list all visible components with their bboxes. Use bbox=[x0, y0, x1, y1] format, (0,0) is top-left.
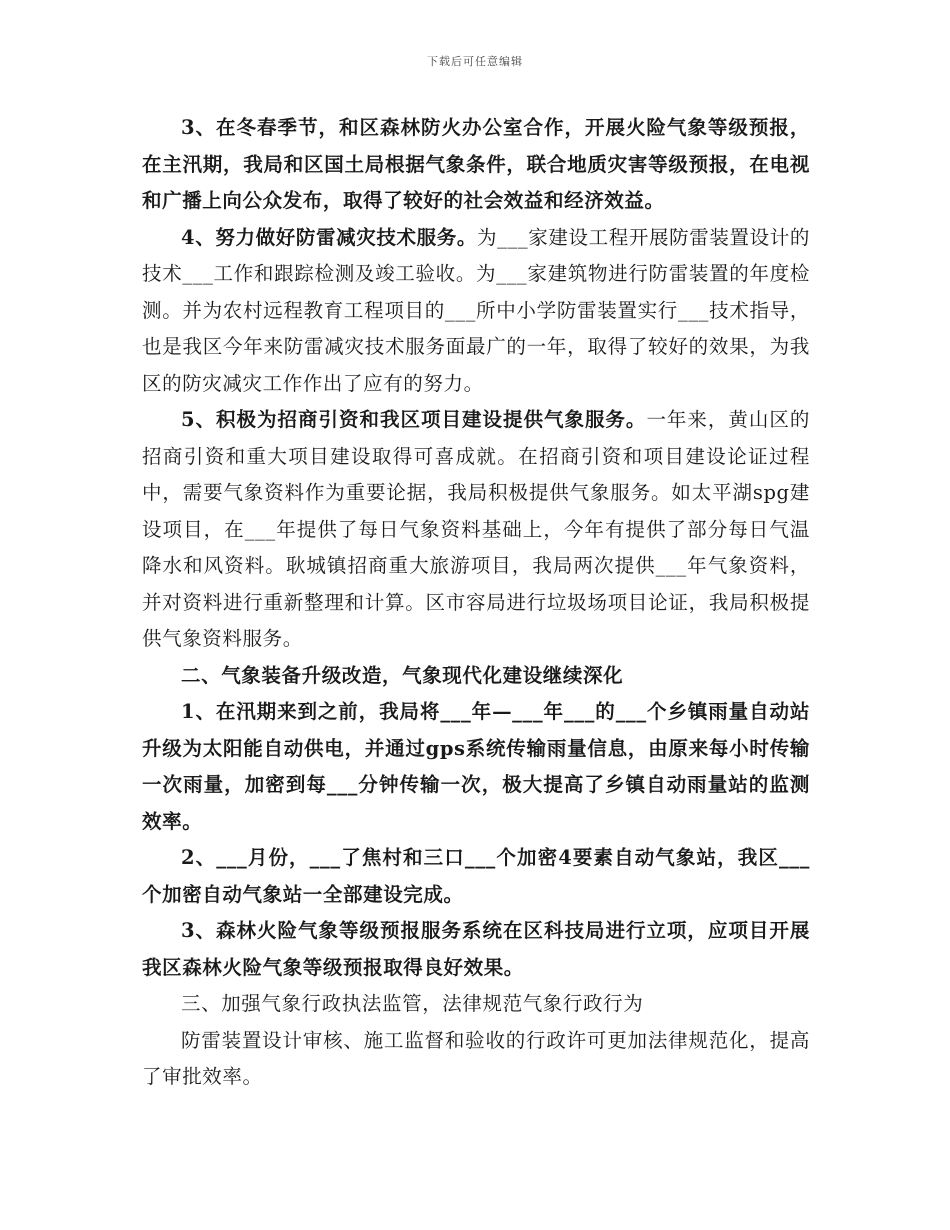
paragraph-text: 一年来，黄山区的招商引资和重大项目建设取得可喜成就。在招商引资和项目建设论证过程中，需要气象资料作为重要论据，我局积极提供气象服务。如太平湖spg建设项目，在___年提供了每日气象资料基础上，今年有提供了部分每日气温降水和风资料。耿城镇招商重大旅游项目，我局两次提供___年气象资料，并对资料进行重新整理和计算。区市容局进行垃圾场项目论证，我局积极提供气象资料服务。 bbox=[142, 408, 810, 650]
paragraph-rain-gauge-upgrade bbox=[142, 694, 810, 840]
paragraph-investment-service bbox=[142, 402, 810, 658]
section-heading-text: 三、加强气象行政执法监管，法律规范气象行政行为 bbox=[181, 992, 644, 1015]
page-header: 下载后可任意编辑 bbox=[427, 55, 523, 68]
paragraph-forest-fire-system bbox=[142, 913, 810, 986]
section-heading-law-enforcement bbox=[142, 986, 810, 1023]
paragraph-heading-inline: 5、积极为招商引资和我区项目建设提供气象服务。 bbox=[181, 408, 647, 431]
paragraph-text: 为___家建设工程开展防雷装置设计的技术___工作和跟踪检测及竣工验收。为___家建筑物进行防雷装置的年度检测。并为农村远程教育工程项目的___所中小学防雷装置实行___技术指导，也是我区今年来防雷减灾技术服务面最广的一年，取得了较好的效果，为我区的防灾减灾工作作出了应有的努力。 bbox=[142, 225, 810, 395]
paragraph-weather-station bbox=[142, 840, 810, 913]
paragraph-bold-text: 3、森林火险气象等级预报服务系统在区科技局进行立项，应项目开展我区森林火险气象等级预报取得良好效果。 bbox=[142, 919, 810, 979]
paragraph-bold-text: 3、在冬春季节，和区森林防火办公室合作，开展火险气象等级预报，在主汛期，我局和区国土局根据气象条件，联合地质灾害等级预报，在电视和广播上向公众发布，取得了较好的社会效益和经济效益。 bbox=[142, 116, 810, 212]
paragraph-forest-fire-forecast bbox=[142, 110, 810, 220]
section-heading-text: 二、气象装备升级改造，气象现代化建设继续深化 bbox=[181, 663, 624, 687]
paragraph-bold-text: 2、___月份，___了焦村和三口___个加密4要素自动气象站，我区___个加密自动气象站一全部建设完成。 bbox=[142, 846, 810, 906]
paragraph-administrative-permit bbox=[142, 1023, 810, 1096]
document-body bbox=[142, 110, 810, 1096]
paragraph-heading-inline: 4、努力做好防雷减灾技术服务。 bbox=[181, 225, 477, 249]
paragraph-lightning-protection bbox=[142, 220, 810, 403]
paragraph-bold-text: 1、在汛期来到之前，我局将___年—___年___的___个乡镇雨量自动站升级为太阳能自动供电，并通过gps系统传输雨量信息，由原来每小时传输一次雨量，加密到每___分钟传输一次，极大提高了乡镇自动雨量站的监测效率。 bbox=[142, 700, 810, 833]
section-heading-equipment-upgrade bbox=[142, 658, 810, 695]
paragraph-text: 防雷装置设计审核、施工监督和验收的行政许可更加法律规范化，提高了审批效率。 bbox=[142, 1028, 810, 1088]
